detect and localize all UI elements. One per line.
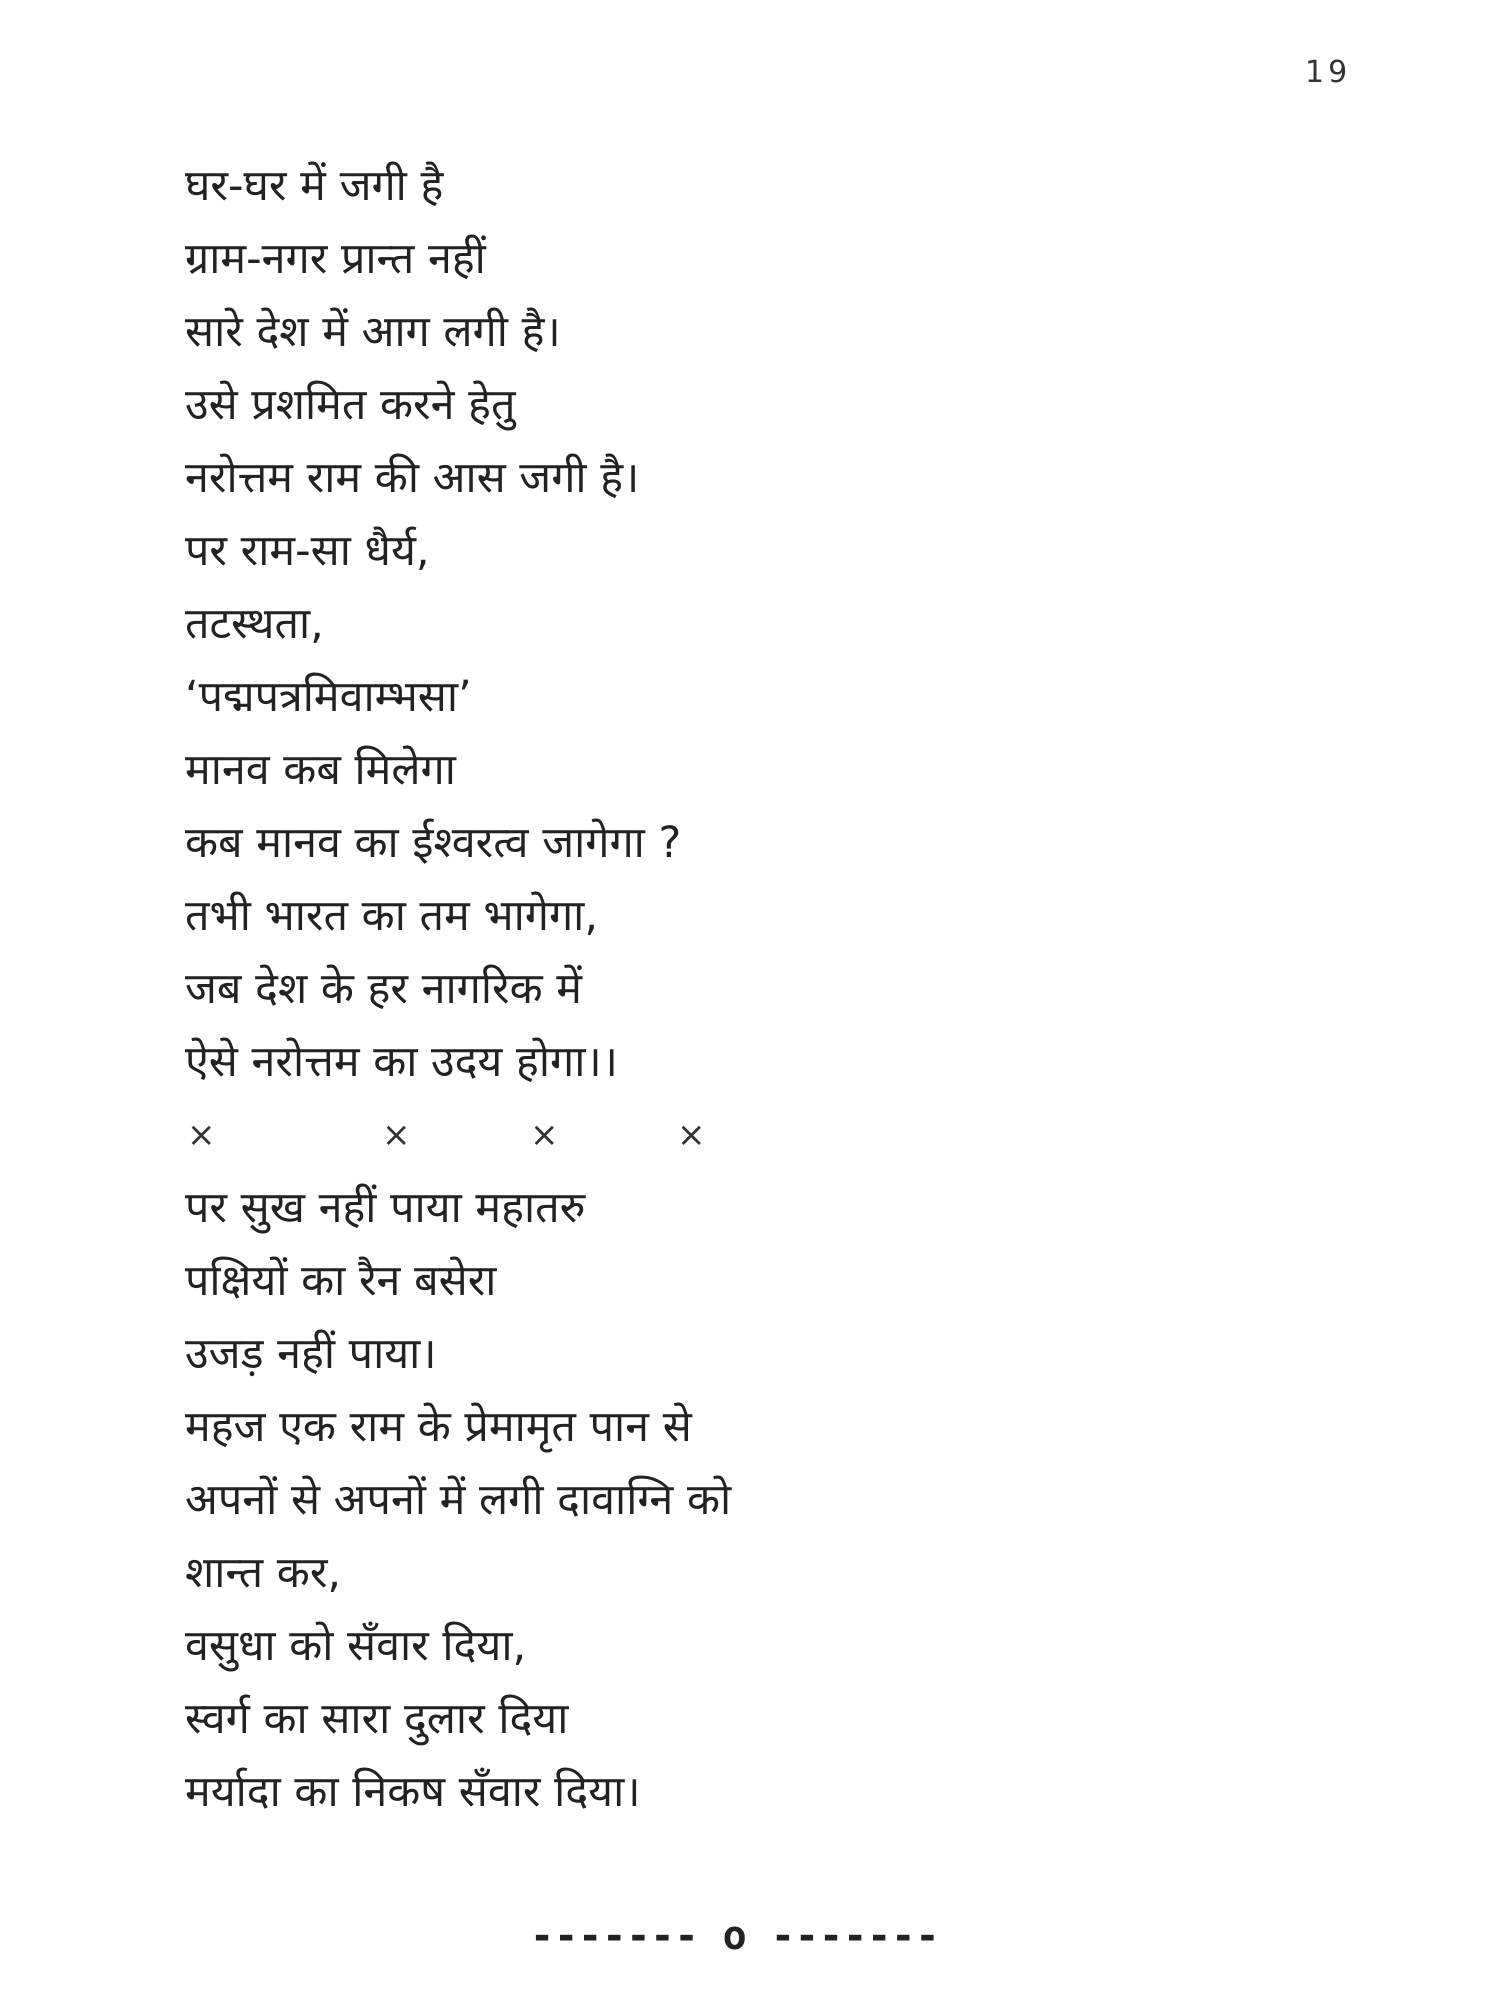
poem-line: शान्त कर, [185, 1548, 342, 1598]
separator-cross-mark: × [382, 1115, 411, 1155]
poem-body [185, 150, 1335, 1829]
poem-line: ऐसे नरोत्तम का उदय होगा।। [185, 1037, 618, 1087]
poem-line: तभी भारत का तम भागेगा, [185, 891, 598, 941]
poem-line: मानव कब मिलेगा [185, 745, 456, 795]
poem-line: नरोत्तम राम की आस जगी है। [185, 453, 640, 503]
poem-line: पर राम-सा धैर्य, [185, 526, 430, 576]
poem-line: सारे देश में आग लगी है। [185, 307, 561, 357]
poem-line: ग्राम-नगर प्रान्त नहीं [185, 234, 486, 284]
poem-line: ‘पद्मपत्रमिवाम्भसा’ [185, 672, 472, 722]
separator-cross-mark: × [187, 1115, 216, 1155]
poem-line: अपनों से अपनों में लगी दावाग्नि को [185, 1475, 732, 1525]
poem-line: उसे प्रशमित करने हेतु [185, 380, 516, 430]
poem-line: तटस्थता, [185, 599, 324, 649]
poem-line: पक्षियों का रैन बसेरा [185, 1256, 497, 1306]
separator-cross-mark: × [677, 1115, 706, 1155]
poem-line: स्वर्ग का सारा दुलार दिया [185, 1694, 569, 1744]
poem-line: घर-घर में जगी है [185, 161, 444, 211]
poem-line: वसुधा को सँवार दिया, [185, 1621, 527, 1671]
poem-line: उजड़ नहीं पाया। [185, 1329, 437, 1379]
poem-line: कब मानव का ईश्वरत्व जागेगा ? [185, 818, 682, 868]
page-number: 19 [1305, 55, 1352, 90]
separator-cross-mark: × [530, 1115, 559, 1155]
poem-line: महज एक राम के प्रेमामृत पान से [185, 1402, 692, 1452]
poem-line: जब देश के हर नागरिक में [185, 964, 582, 1014]
poem-line: पर सुख नहीं पाया महातरु [185, 1183, 586, 1233]
stanza-separator [185, 1099, 1335, 1172]
poem-line: मर्यादा का निकष सँवार दिया। [185, 1767, 641, 1817]
end-ornament: ------- o ------- [530, 1913, 940, 1959]
